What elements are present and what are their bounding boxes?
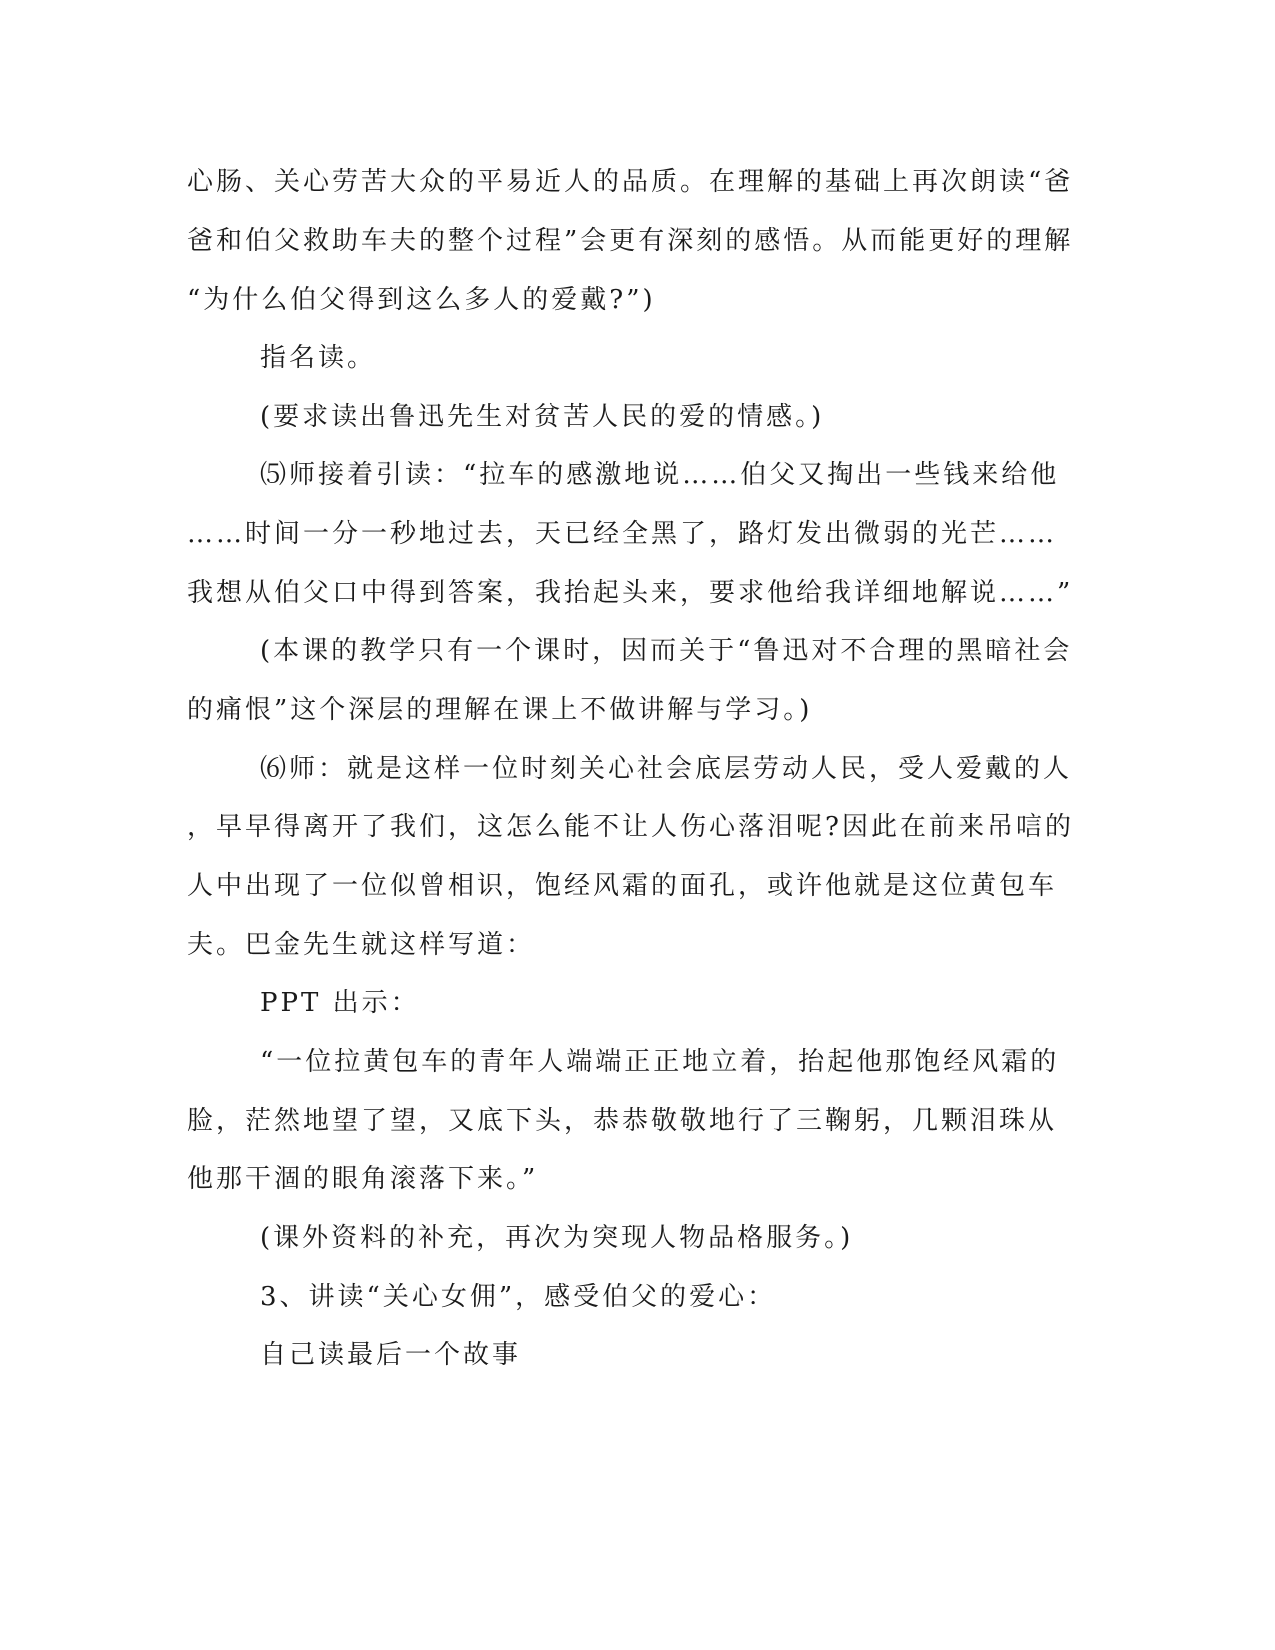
paragraph-line: ……时间一分一秒地过去，天已经全黑了，路灯发出微弱的光芒……	[187, 519, 1058, 549]
paragraph-line: 脸，茫然地望了望，又底下头，恭恭敬敬地行了三鞠躬，几颗泪珠从	[187, 1106, 1058, 1136]
paragraph-line: “为什么伯父得到这么多人的爱戴?”)	[187, 285, 656, 315]
paragraph-line: 心肠、关心劳苦大众的平易近人的品质。在理解的基础上再次朗读“爸	[187, 167, 1074, 197]
paragraph-line: (本课的教学只有一个课时，因而关于“鲁迅对不合理的黑暗社会	[260, 636, 1073, 666]
paragraph-line: (课外资料的补充，再次为突现人物品格服务。)	[260, 1223, 854, 1253]
paragraph-line: 爸和伯父救助车夫的整个过程”会更有深刻的感悟。从而能更好的理解	[187, 226, 1074, 256]
paragraph-line: ⑸师接着引读：“拉车的感激地说……伯父又掏出一些钱来给他	[260, 460, 1060, 490]
paragraph-line: 指名读。	[260, 343, 377, 373]
paragraph-line: 自己读最后一个故事	[260, 1340, 522, 1370]
paragraph-line: 他那干涸的眼角滚落下来。”	[187, 1164, 539, 1194]
paragraph-line: ，早早得离开了我们，这怎么能不让人伤心落泪呢?因此在前来吊唁的	[187, 812, 1074, 842]
paragraph-line: (要求读出鲁迅先生对贫苦人民的爱的情感。)	[260, 402, 825, 432]
paragraph-line: 的痛恨”这个深层的理解在课上不做讲解与学习。)	[187, 695, 813, 725]
paragraph-line: PPT 出示：	[260, 988, 420, 1018]
paragraph-line: “一位拉黄包车的青年人端端正正地立着，抬起他那饱经风霜的	[260, 1047, 1060, 1077]
paragraph-line: 人中出现了一位似曾相识，饱经风霜的面孔，或许他就是这位黄包车	[187, 871, 1058, 901]
paragraph-line: 夫。巴金先生就这样写道：	[187, 930, 536, 960]
paragraph-line: 我想从伯父口中得到答案，我抬起头来，要求他给我详细地解说……”	[187, 578, 1074, 608]
paragraph-line: 3、讲读“关心女佣”，感受伯父的爱心：	[260, 1282, 777, 1312]
paragraph-line: ⑹师：就是这样一位时刻关心社会底层劳动人民，受人爱戴的人	[260, 754, 1073, 784]
